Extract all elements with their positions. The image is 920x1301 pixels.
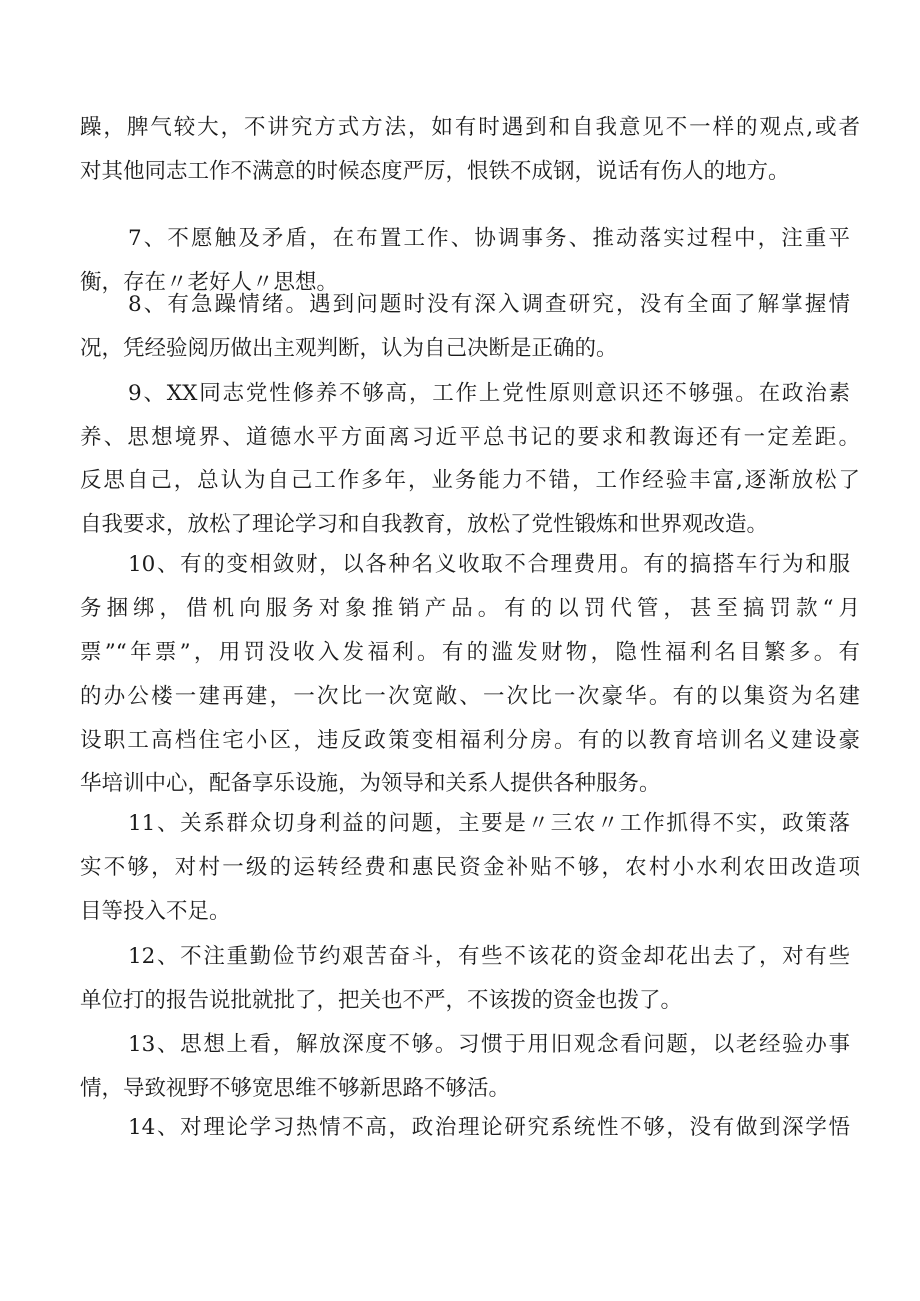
text-line: 务捆绑，借机向服务对象推销产品。有的以罚代管，甚至搞罚款“月	[80, 596, 860, 621]
text-line: 华培训中心，配备享乐设施，为领导和关系人提供各种服务。	[80, 771, 661, 796]
text-line: 养、思想境界、道德水平方面离习近平总书记的要求和教诲还有一定差距。	[80, 425, 860, 450]
text-line: 12、不注重勤俭节约艰苦奋斗，有些不该花的资金却花出去了，对有些	[128, 944, 850, 969]
text-line: 的办公楼一建再建，一次比一次宽敞、一次比一次豪华。有的以集资为名建	[80, 684, 860, 709]
text-line: 13、思想上看，解放深度不够。习惯于用旧观念看问题，以老经验办事	[128, 1032, 850, 1057]
text-line: 11、关系群众切身利益的问题，主要是〃三农〃工作抓得不实，政策落	[128, 811, 850, 836]
text-line: 况，凭经验阅历做出主观判断，认为自己决断是正确的。	[80, 336, 618, 361]
text-line: 反思自己，总认为自己工作多年，业务能力不错，工作经验丰富,逐渐放松了	[80, 468, 860, 493]
text-line: 实不够，对村一级的运转经费和惠民资金补贴不够，农村小水利农田改造项	[80, 855, 860, 880]
text-line: 8、有急躁情绪。遇到问题时没有深入调查研究，没有全面了解掌握情	[128, 292, 850, 317]
text-line: 躁，脾气较大，不讲究方式方法，如有时遇到和自我意见不一样的观点,或者	[80, 115, 860, 140]
text-line: 情，导致视野不够宽思维不够新思路不够活。	[80, 1076, 511, 1101]
text-line: 设职工高档住宅小区，违反政策变相福利分房。有的以教育培训名义建设豪	[80, 728, 860, 753]
text-line: 9、XX同志党性修养不够高，工作上党性原则意识还不够强。在政治素	[128, 381, 850, 406]
text-line: 7、不愿触及矛盾，在布置工作、协调事务、推动落实过程中，注重平	[128, 226, 850, 251]
text-line: 单位打的报告说批就批了，把关也不严，不该拨的资金也拨了。	[80, 988, 683, 1013]
text-line: 14、对理论学习热情不高，政治理论研究系统性不够，没有做到深学悟	[128, 1115, 850, 1140]
text-line: 对其他同志工作不满意的时候态度严厉，恨铁不成钢，说话有伤人的地方。	[80, 159, 790, 184]
text-line: 目等投入不足。	[80, 899, 231, 924]
text-line: 衡，存在〃老好人〃思想。	[80, 270, 339, 295]
text-line: 自我要求，放松了理论学习和自我教育，放松了党性锻炼和世界观改造。	[80, 512, 769, 537]
text-line: 票”“年票”，用罚没收入发福利。有的滥发财物，隐性福利名目繁多。有	[80, 640, 860, 665]
text-line: 10、有的变相敛财，以各种名义收取不合理费用。有的搞搭车行为和服	[128, 552, 850, 577]
